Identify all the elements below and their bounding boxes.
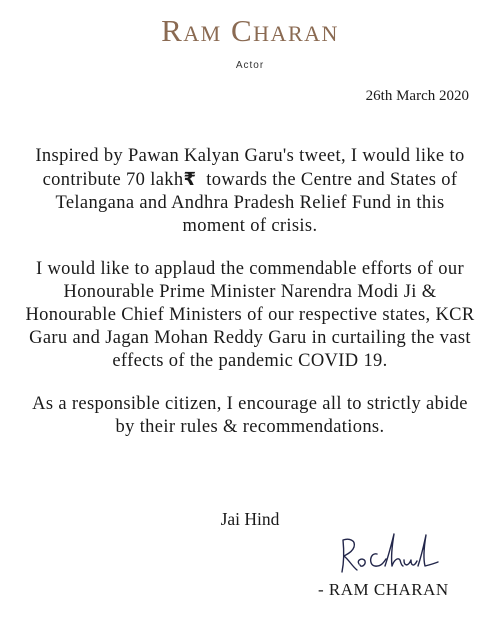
letter-date: 26th March 2020 (365, 88, 469, 104)
letterhead-name: Ram Charan (161, 13, 339, 48)
signoff-name: - RAM CHARAN (318, 580, 449, 599)
letterhead (0, 14, 500, 71)
closing-line: Jai Hind (220, 509, 280, 529)
paragraph-contribution-end: towards the Centre and States of Telangana and Andhra Pradesh Relief Fund in this moment of crisis. (55, 170, 463, 236)
signature-icon (332, 532, 464, 580)
letterhead-subtitle: Actor (235, 60, 265, 71)
paragraph-appeal: As a responsible citizen, I encourage all to strictly abide by their rules & recommendations. (32, 394, 468, 437)
letter-body (22, 145, 478, 459)
paragraph-contribution-start: Inspired by Pawan Kalyan Garu's tweet, I would like to contribute 70 lakh (35, 146, 465, 190)
rupee-symbol: ₹ (183, 169, 197, 190)
paragraph-contribution (22, 145, 478, 238)
paragraph-applause: I would like to applaud the commendable efforts of our Honourable Prime Minister Narendra Modi Ji & Honourable Chief Ministers of our respective states, KCR Garu and Jagan Mohan Reddy Garu in curtailing the vast effects of the pandemic COVID 19. (25, 259, 475, 371)
